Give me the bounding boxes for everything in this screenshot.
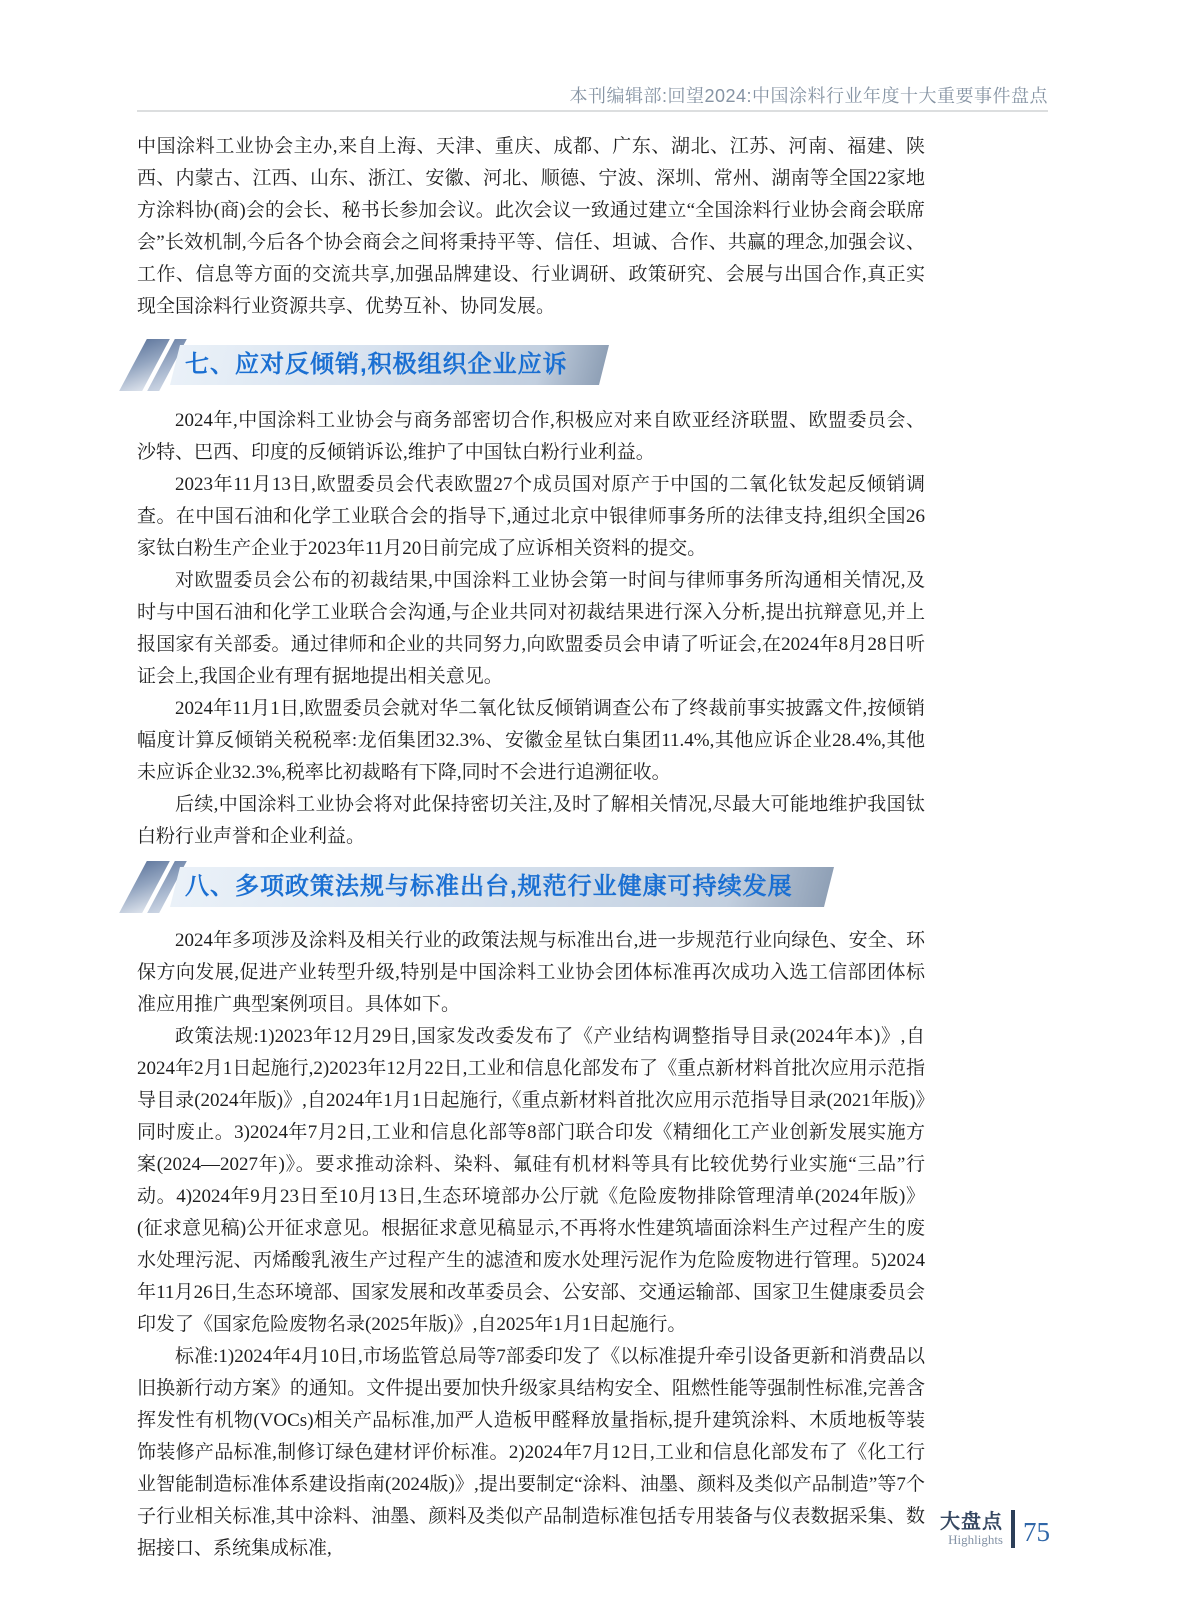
paragraph: 对欧盟委员会公布的初裁结果,中国涂料工业协会第一时间与律师事务所沟通相关情况,及时与中国石油和化学工业联合会沟通,与企业共同对初裁结果进行深入分析,提出抗辩意见,并上报国家有关部委。通过律师和企业的共同努力,向欧盟委员会申请了听证会,在2024年8月28日听证会上,我国企业有理有据地提出相关意见。 [137, 570, 925, 687]
paragraph: 2024年,中国涂料工业协会与商务部密切合作,积极应对来自欧亚经济联盟、欧盟委员会、沙特、巴西、印度的反倾销诉讼,维护了中国钛白粉行业利益。 [137, 410, 925, 463]
intro-paragraph: 中国涂料工业协会主办,来自上海、天津、重庆、成都、广东、湖北、江苏、河南、福建、陕西、内蒙古、江西、山东、浙江、安徽、河北、顺德、宁波、深圳、常州、湖南等全国22家地方涂料协(商)会的会长、秘书长参加会议。此次会议一致通过建立“全国涂料行业协会商会联席会”长效机制,今后各个协会商会之间将秉持平等、信任、坦诚、合作、共赢的理念,加强会议、工作、信息等方面的交流共享,加强品牌建设、行业调研、政策研究、会展与出国合作,真正实现全国涂料行业资源共享、优势互补、协同发展。 [137, 136, 925, 317]
paragraph: 标准:1)2024年4月10日,市场监管总局等7部委印发了《以标准提升牵引设备更新和消费品以旧换新行动方案》的通知。文件提出要加快升级家具结构安全、阻燃性能等强制性标准,完善含挥发性有机物(VOCs)相关产品标准,加严人造板甲醛释放量指标,提升建筑涂料、木质地板等装饰装修产品标准,制修订绿色建材评价标准。2)2024年7月12日,工业和信息化部发布了《化工行业智能制造标准体系建设指南(2024版)》,提出要制定“涂料、油墨、颜料及类似产品制造”等7个子行业相关标准,其中涂料、油墨、颜料及类似产品制造标准包括专用装备与仪表数据采集、数据接口、系统集成标准, [137, 1346, 925, 1559]
footer-label-chinese: 大盘点 [940, 1510, 1003, 1533]
footer-section-label [940, 1512, 1003, 1547]
running-header-text: 本刊编辑部:回望2024:中国涂料行业年度十大重要事件盘点 [569, 86, 1048, 106]
section-7-heading [137, 345, 925, 385]
paragraph: 2023年11月13日,欧盟委员会代表欧盟27个成员国对原产于中国的二氧化钛发起反倾销调查。在中国石油和化学工业联合会的指导下,通过北京中银律师事务所的法律支持,组织全国26家钛白粉生产企业于2023年11月20日前完成了应诉相关资料的提交。 [137, 474, 925, 559]
heading-band [170, 867, 834, 907]
page-number: 75 [1023, 1516, 1050, 1547]
page-footer [940, 1510, 1050, 1548]
paragraph: 后续,中国涂料工业协会将对此保持密切关注,及时了解相关情况,尽最大可能地维护我国钛白粉行业声誉和企业利益。 [137, 794, 925, 847]
heading-band [170, 345, 609, 385]
section-8-heading [137, 867, 925, 907]
paragraph: 2024年多项涉及涂料及相关行业的政策法规与标准出台,进一步规范行业向绿色、安全、环保方向发展,促进产业转型升级,特别是中国涂料工业协会团体标准再次成功入选工信部团体标准应用推广典型案例项目。具体如下。 [137, 930, 925, 1015]
paragraph: 2024年11月1日,欧盟委员会就对华二氧化钛反倾销调查公布了终裁前事实披露文件,按倾销幅度计算反倾销关税税率:龙佰集团32.3%、安徽金星钛白集团11.4%,其他应诉企业28.4%,其他未应诉企业32.3%,税率比初裁略有下降,同时不会进行追溯征收。 [137, 698, 925, 783]
footer-label-english: Highlights [948, 1531, 1003, 1547]
section-8-title: 八、多项政策法规与标准出台,规范行业健康可持续发展 [185, 873, 793, 900]
footer-divider-bar [1011, 1510, 1015, 1548]
section-7-title: 七、应对反倾销,积极组织企业应诉 [185, 351, 568, 378]
paragraph: 政策法规:1)2023年12月29日,国家发改委发布了《产业结构调整指导目录(2024年本)》,自2024年2月1日起施行,2)2023年12月22日,工业和信息化部发布了《重点新材料首批次应用示范指导目录(2024年版)》,自2024年1月1日起施行,《重点新材料首批次应用示范指导目录(2021年版)》同时废止。3)2024年7月2日,工业和信息化部等8部门联合印发《精细化工产业创新发展实施方案(2024—2027年)》。要求推动涂料、染料、氟硅有机材料等具有比较优势行业实施“三品”行动。4)2024年9月23日至10月13日,生态环境部办公厅就《危险废物排除管理清单(2024年版)》(征求意见稿)公开征求意见。根据征求意见稿显示,不再将水性建筑墙面涂料生产过程产生的废水处理污泥、丙烯酸乳液生产过程产生的滤渣和废水处理污泥作为危险废物进行管理。5)2024年11月26日,生态环境部、国家发展和改革委员会、公安部、交通运输部、国家卫生健康委员会印发了《国家危险废物名录(2025年版)》,自2025年1月1日起施行。 [137, 1026, 925, 1335]
article-content [137, 0, 925, 1565]
